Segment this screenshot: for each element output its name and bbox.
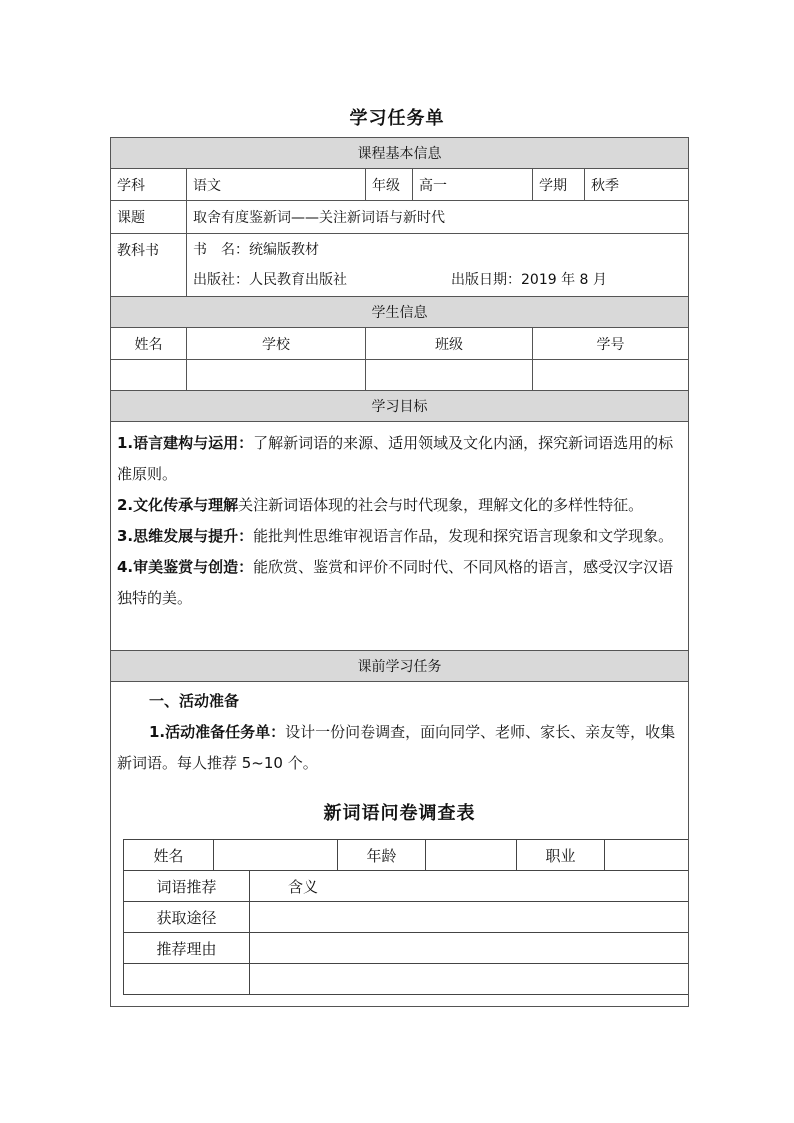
textbook-row <box>111 234 689 297</box>
student-entry-row <box>111 360 689 391</box>
survey-source-cell[interactable] <box>250 902 689 933</box>
student-class-cell[interactable] <box>366 360 533 391</box>
textbook-value <box>187 234 689 297</box>
survey-table <box>123 839 689 995</box>
survey-job-cell[interactable] <box>605 840 689 871</box>
survey-blank-cell[interactable] <box>250 964 689 995</box>
task-paragraph <box>117 717 682 779</box>
survey-title: 新词语问卷调查表 <box>323 803 476 824</box>
goals-row <box>111 422 689 651</box>
subject-value: 语文 <box>187 169 366 201</box>
student-id-cell[interactable] <box>533 360 689 391</box>
goals-header-row <box>111 391 689 422</box>
survey-word-label: 词语推荐 <box>124 871 250 902</box>
survey-row-person <box>124 840 689 871</box>
topic-value: 取舍有度鉴新词——关注新词语与新时代 <box>187 201 689 234</box>
survey-meaning-label: 含义 <box>250 871 689 902</box>
student-columns-row <box>111 328 689 360</box>
goals-cell <box>111 422 689 651</box>
goals-header: 学习目标 <box>111 391 689 422</box>
survey-reason-cell[interactable] <box>250 933 689 964</box>
course-info-header: 课程基本信息 <box>111 138 689 169</box>
book-name: 书 名：统编版教材 <box>193 242 319 258</box>
pub-date: 出版日期：2019 年 8 月 <box>451 272 607 288</box>
survey-name-cell[interactable] <box>214 840 338 871</box>
student-info-header-row <box>111 297 689 328</box>
survey-job-label: 职业 <box>517 840 605 871</box>
pre-task-header-row <box>111 651 689 682</box>
pre-task-header: 课前学习任务 <box>111 651 689 682</box>
subject-label: 学科 <box>111 169 187 201</box>
student-col-name: 姓名 <box>111 328 187 360</box>
goal-item: 2.文化传承与理解关注新词语体现的社会与时代现象，理解文化的多样性特征。 <box>117 496 644 514</box>
student-col-id: 学号 <box>533 328 689 360</box>
survey-age-cell[interactable] <box>426 840 517 871</box>
task-text: 设计一份问卷调查，面向同学、老师、家长、亲友等，收集新词语。每人推荐 5~10 个。 <box>117 723 676 772</box>
section-heading: 一、活动准备 <box>149 692 240 710</box>
task-label: 1.活动准备任务单： <box>149 723 286 741</box>
student-col-school: 学校 <box>187 328 366 360</box>
course-info-header-row <box>111 138 689 169</box>
topic-row <box>111 201 689 234</box>
survey-row-word <box>124 871 689 902</box>
student-info-header: 学生信息 <box>111 297 689 328</box>
survey-row-reason <box>124 933 689 964</box>
survey-age-label: 年龄 <box>338 840 426 871</box>
survey-source-label: 获取途径 <box>124 902 250 933</box>
student-school-cell[interactable] <box>187 360 366 391</box>
subject-row <box>111 169 689 201</box>
task-sheet-table <box>110 137 689 1007</box>
goal-item: 3.思维发展与提升：能批判性思维审视语言作品，发现和探究语言现象和文学现象。 <box>117 527 674 545</box>
term-label: 学期 <box>533 169 585 201</box>
term-value: 秋季 <box>585 169 689 201</box>
survey-row-source <box>124 902 689 933</box>
page-title: 学习任务单 <box>349 108 445 129</box>
textbook-label: 教科书 <box>111 234 187 297</box>
pre-task-cell <box>111 682 689 1007</box>
publisher-line <box>193 265 682 295</box>
student-col-class: 班级 <box>366 328 533 360</box>
publisher: 出版社：人民教育出版社 <box>193 272 347 288</box>
pre-task-row <box>111 682 689 1007</box>
goal-item: 4.审美鉴赏与创造：能欣赏、鉴赏和评价不同时代、不同风格的语言，感受汉字汉语独特的美。 <box>117 558 674 607</box>
survey-reason-label: 推荐理由 <box>124 933 250 964</box>
topic-label: 课题 <box>111 201 187 234</box>
goal-item: 1.语言建构与运用：了解新词语的来源、适用领域及文化内涵，探究新词语选用的标准原则。 <box>117 434 674 483</box>
survey-name-label: 姓名 <box>124 840 214 871</box>
grade-label: 年级 <box>366 169 413 201</box>
survey-blank-cell[interactable] <box>124 964 250 995</box>
grade-value: 高一 <box>413 169 533 201</box>
survey-row-blank <box>124 964 689 995</box>
student-name-cell[interactable] <box>111 360 187 391</box>
